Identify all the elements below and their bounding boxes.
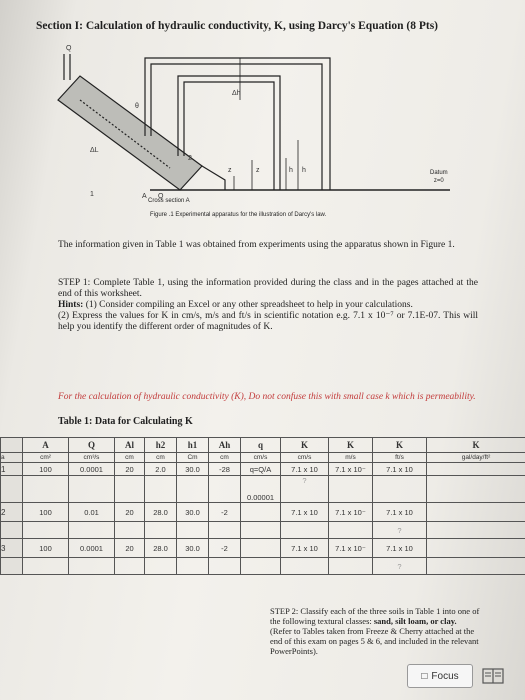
table-cell[interactable]: 7.1 x 10 <box>373 539 427 558</box>
table-cell[interactable]: 7.1 x 10⁻ <box>329 539 373 558</box>
table-cell[interactable]: 30.0 <box>177 503 209 522</box>
label-h1: h <box>302 167 306 174</box>
table-cell[interactable]: 7.1 x 10 <box>373 463 427 476</box>
step1-lead: STEP 1: <box>58 278 91 288</box>
header-k-ms: K <box>329 438 373 453</box>
unit-cell: cm² <box>23 453 69 463</box>
note-conductivity: For the calculation of hydraulic conductivity (K), Do not confuse this with small case k which is permeability. <box>58 392 476 402</box>
table-header-row <box>1 438 525 453</box>
header-k-gal: K <box>427 438 525 453</box>
table-row <box>1 463 525 476</box>
table-cell[interactable]: 7.1 x 10⁻ <box>329 463 373 476</box>
table-row <box>1 539 525 558</box>
table-cell[interactable]: 20 <box>115 503 145 522</box>
hints-label: Hints: <box>58 300 84 310</box>
step2-classes: sand, silt loam, or clay. <box>373 616 457 626</box>
section-heading: Section I: Calculation of hydraulic conductivity, K, using Darcy's Equation (8 Pts) <box>36 20 439 32</box>
datum-sub: z=0 <box>433 178 444 184</box>
table-cell[interactable]: 0.0001 <box>69 463 115 476</box>
table-cell[interactable]: ? <box>373 522 427 539</box>
data-table <box>0 437 525 575</box>
darcy-apparatus-figure <box>30 40 450 220</box>
header-ah: Ah <box>209 438 241 453</box>
focus-button[interactable] <box>407 664 473 688</box>
table-cell[interactable]: 0.0001 <box>69 539 115 558</box>
table-cell[interactable]: 30.0 <box>177 539 209 558</box>
soil-column <box>58 76 202 190</box>
table-row <box>1 476 525 503</box>
table-cell[interactable]: 2.0 <box>145 463 177 476</box>
cross-section-label: Cross section A <box>148 198 190 204</box>
header-al: Al <box>115 438 145 453</box>
step1-text: Complete Table 1, using the information provided during the class and in the pages attached at the end of this worksheet. <box>58 278 478 299</box>
table-cell[interactable]: q=Q/A <box>241 463 281 476</box>
header-q: Q <box>69 438 115 453</box>
table-cell[interactable]: 0.00001 <box>241 476 281 503</box>
row-label-top: a <box>1 453 23 463</box>
table-title: Table 1: Data for Calculating K <box>58 416 193 427</box>
step2-lead: STEP 2: <box>270 606 299 616</box>
unit-cell: m/s <box>329 453 373 463</box>
hint-1: (1) Consider compiling an Excel or any other spreadsheet to help in your calculations. <box>85 300 413 310</box>
header-a: A <box>23 438 69 453</box>
row-label: 1 <box>1 463 23 476</box>
table-cell[interactable]: 0.01 <box>69 503 115 522</box>
outflow-pipe <box>202 166 225 190</box>
table-cell[interactable]: 7.1 x 10 <box>281 503 329 522</box>
table-row <box>1 522 525 539</box>
header-h1: h1 <box>177 438 209 453</box>
label-q: Q <box>66 45 72 52</box>
table-cell[interactable]: 7.1 x 10 <box>373 503 427 522</box>
label-dl: ΔL <box>90 147 99 154</box>
unit-cell: cm³/s <box>69 453 115 463</box>
table-units-row <box>1 453 525 463</box>
row-label: 2 <box>1 503 23 522</box>
step2-text1: Classify each of the three soils in Table 1 into one of the following textural classes: <box>270 606 480 626</box>
table-cell[interactable]: 7.1 x 10 <box>281 463 329 476</box>
label-a: A <box>142 193 147 200</box>
step2-text2: (Refer to Tables taken from Freeze & Cherry attached at the end of this exam on pages 5 & 6, and included in the relevant PowerPoints). <box>270 626 479 656</box>
label-dh: Δh <box>232 90 241 97</box>
unit-cell: cm/s <box>241 453 281 463</box>
unit-cell: ft/s <box>373 453 427 463</box>
row-label: 3 <box>1 539 23 558</box>
table-cell[interactable] <box>241 503 281 522</box>
table-cell[interactable]: 7.1 x 10⁻ <box>329 503 373 522</box>
table-cell[interactable]: -2 <box>209 503 241 522</box>
unit-cell: cm/s <box>281 453 329 463</box>
read-mode-icon[interactable] <box>482 668 504 684</box>
unit-cell: cm <box>145 453 177 463</box>
table-cell[interactable]: 100 <box>23 463 69 476</box>
table-cell[interactable]: -28 <box>209 463 241 476</box>
table-cell[interactable] <box>241 539 281 558</box>
table-cell[interactable]: ? <box>281 476 329 503</box>
header-q-flux: q <box>241 438 281 453</box>
unit-cell: cm <box>115 453 145 463</box>
label-q-out: Q <box>158 193 164 200</box>
table-cell[interactable]: 100 <box>23 503 69 522</box>
header-k-fts: K <box>373 438 427 453</box>
header-h2: h2 <box>145 438 177 453</box>
figure-caption: Figure .1 Experimental apparatus for the illustration of Darcy's law. <box>150 212 327 218</box>
label-angle: θ <box>135 103 139 110</box>
table-cell[interactable]: 20 <box>115 463 145 476</box>
table-cell[interactable]: 30.0 <box>177 463 209 476</box>
label-h2: h <box>289 167 293 174</box>
header-k-cms: K <box>281 438 329 453</box>
label-point-2: 2 <box>188 155 192 162</box>
table-cell[interactable] <box>427 463 525 476</box>
table-cell[interactable]: 20 <box>115 539 145 558</box>
unit-cell: gal/day/ft² <box>427 453 525 463</box>
step1-block <box>58 278 478 333</box>
table-cell[interactable] <box>427 503 525 522</box>
label-z1: z <box>256 167 260 174</box>
unit-cell: cm <box>209 453 241 463</box>
label-z2: z <box>228 167 232 174</box>
table-cell[interactable]: 28.0 <box>145 503 177 522</box>
table-row <box>1 503 525 522</box>
table-cell[interactable]: 100 <box>23 539 69 558</box>
table-cell[interactable]: 28.0 <box>145 539 177 558</box>
table-cell[interactable] <box>427 539 525 558</box>
label-point-1: 1 <box>90 191 94 198</box>
unit-cell: Cm <box>177 453 209 463</box>
hint-2: (2) Express the values for K in cm/s, m/s and ft/s in scientific notation e.g. 7.1 x 10⁻⁷ or 7.1E-07. This will help you identify the different order of magnitudes of K. <box>58 311 478 332</box>
focus-label: Focus <box>431 670 459 682</box>
focus-icon: □ <box>421 670 428 682</box>
datum-label <box>430 169 448 185</box>
table-cell[interactable]: -2 <box>209 539 241 558</box>
table-row <box>1 558 525 575</box>
step2-block <box>270 606 480 656</box>
table-cell[interactable]: 7.1 x 10 <box>281 539 329 558</box>
intro-paragraph: The information given in Table 1 was obtained from experiments using the apparatus shown in Figure 1. <box>58 240 455 250</box>
datum-title: Datum <box>430 170 448 176</box>
table-cell[interactable]: ? <box>373 558 427 575</box>
